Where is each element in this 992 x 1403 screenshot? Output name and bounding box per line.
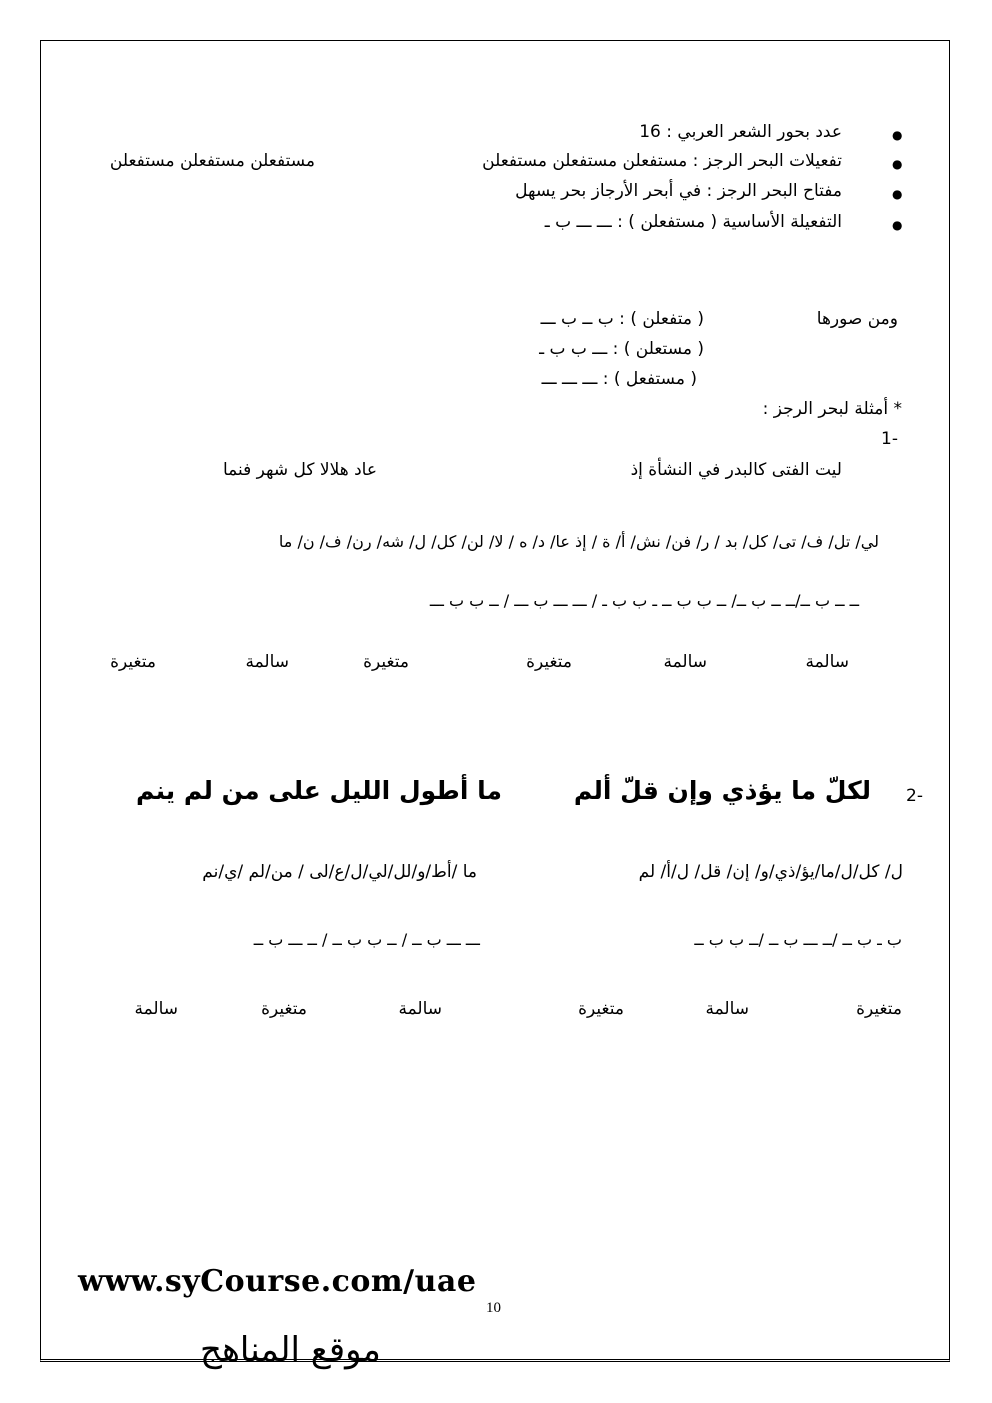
example-2-scansion-left: ـــ ـــ ب ــ / ــ ب ب ــ / ــ ـــ ب ــ: [253, 930, 480, 949]
fact-meters-count: عدد بحور الشعر العربي : 16: [639, 122, 842, 142]
example-1-label: متغيرة: [526, 652, 572, 672]
example-1-syllables: لي/ تل/ ف/ تى/ كل/ بد / ر/ فن/ نش/ أ/ ة / إذ عا/ د/ ه / لا/ لن/ كل/ ل/ شه/ رن/ ف/ ن/ ما: [278, 532, 879, 551]
example-1-label: متغيرة: [363, 652, 409, 672]
example-2-label: سالمة: [398, 999, 442, 1019]
example-1-verse-left: عاد هلالا كل شهر فنما: [222, 460, 377, 480]
example-2-number: 2-: [906, 786, 923, 806]
form-mustafil: ( مستفعل ) : ـــ ـــ ـــ: [541, 369, 697, 389]
example-2-syllables-left: ما /أط/و/لل/لي/ل/ع/لى / من/لم /ي/نم: [202, 862, 477, 882]
example-1-label: سالمة: [663, 652, 707, 672]
example-1-number: 1-: [881, 429, 898, 449]
example-2-label: متغيرة: [261, 999, 307, 1019]
bullet-icon: ●: [892, 187, 903, 201]
example-2-scansion-right: ب ـ ب ــ /ــ ـــ ب ــ /ــ ب ب ــ: [694, 930, 902, 949]
example-2-verse-right: لكلّ ما يؤذي وإن قلّ ألم: [573, 776, 871, 805]
examples-heading: * أمثلة لبحر الرجز :: [762, 399, 902, 419]
example-2-verse-left: ما أطول الليل على من لم ينم: [136, 776, 502, 805]
bullet-icon: ●: [892, 218, 903, 232]
example-1-label: متغيرة: [110, 652, 156, 672]
example-1-label: سالمة: [245, 652, 289, 672]
site-logo: موقع المناهج: [200, 1330, 381, 1370]
fact-base-foot: التفعيلة الأساسية ( مستفعلن ) : ـــ ـــ ب ـ: [544, 212, 842, 232]
example-1-scansion: ــ ــ ب ــ/ــ ــ ب ــ/ ــ ب ب ــ ـ ب ب ـ / ـــ ـــ ب ـــ / ــ ب ب ـــ: [429, 591, 859, 610]
fact-rajaz-feet: تفعيلات البحر الرجز : مستفعلن مستفعلن مستفعلن: [482, 151, 842, 171]
example-2-syllables-right: ل/ كل/ل/ما/يؤ/ذي/و/ إن/ قل/ ل/أ/ لم: [638, 862, 903, 882]
page-number: 10: [486, 1300, 501, 1316]
example-1-verse-right: ليت الفتى كالبدر في النشأة إذ: [630, 460, 842, 480]
form-mutafilun: ( متفعلن ) : ب ــ ب ـــ: [540, 309, 704, 329]
bullet-icon: ●: [892, 157, 903, 171]
page-border: [40, 40, 950, 1362]
example-2-label: متغيرة: [578, 999, 624, 1019]
fact-rajaz-key: مفتاح البحر الرجز : في أبحر الأرجاز بحر يسهل: [515, 181, 842, 201]
fact-rajaz-feet-second-half: مستفعلن مستفعلن مستفعلن: [109, 151, 315, 171]
site-url-link[interactable]: www.syCourse.com/uae: [78, 1264, 477, 1299]
example-2-label: سالمة: [705, 999, 749, 1019]
forms-intro: ومن صورها: [816, 309, 898, 329]
example-1-label: سالمة: [805, 652, 849, 672]
example-2-label: سالمة: [134, 999, 178, 1019]
form-mustailun: ( مستعلن ) : ـــ ب ب ـ: [539, 339, 704, 359]
example-2-label: متغيرة: [856, 999, 902, 1019]
bullet-icon: ●: [892, 128, 903, 142]
